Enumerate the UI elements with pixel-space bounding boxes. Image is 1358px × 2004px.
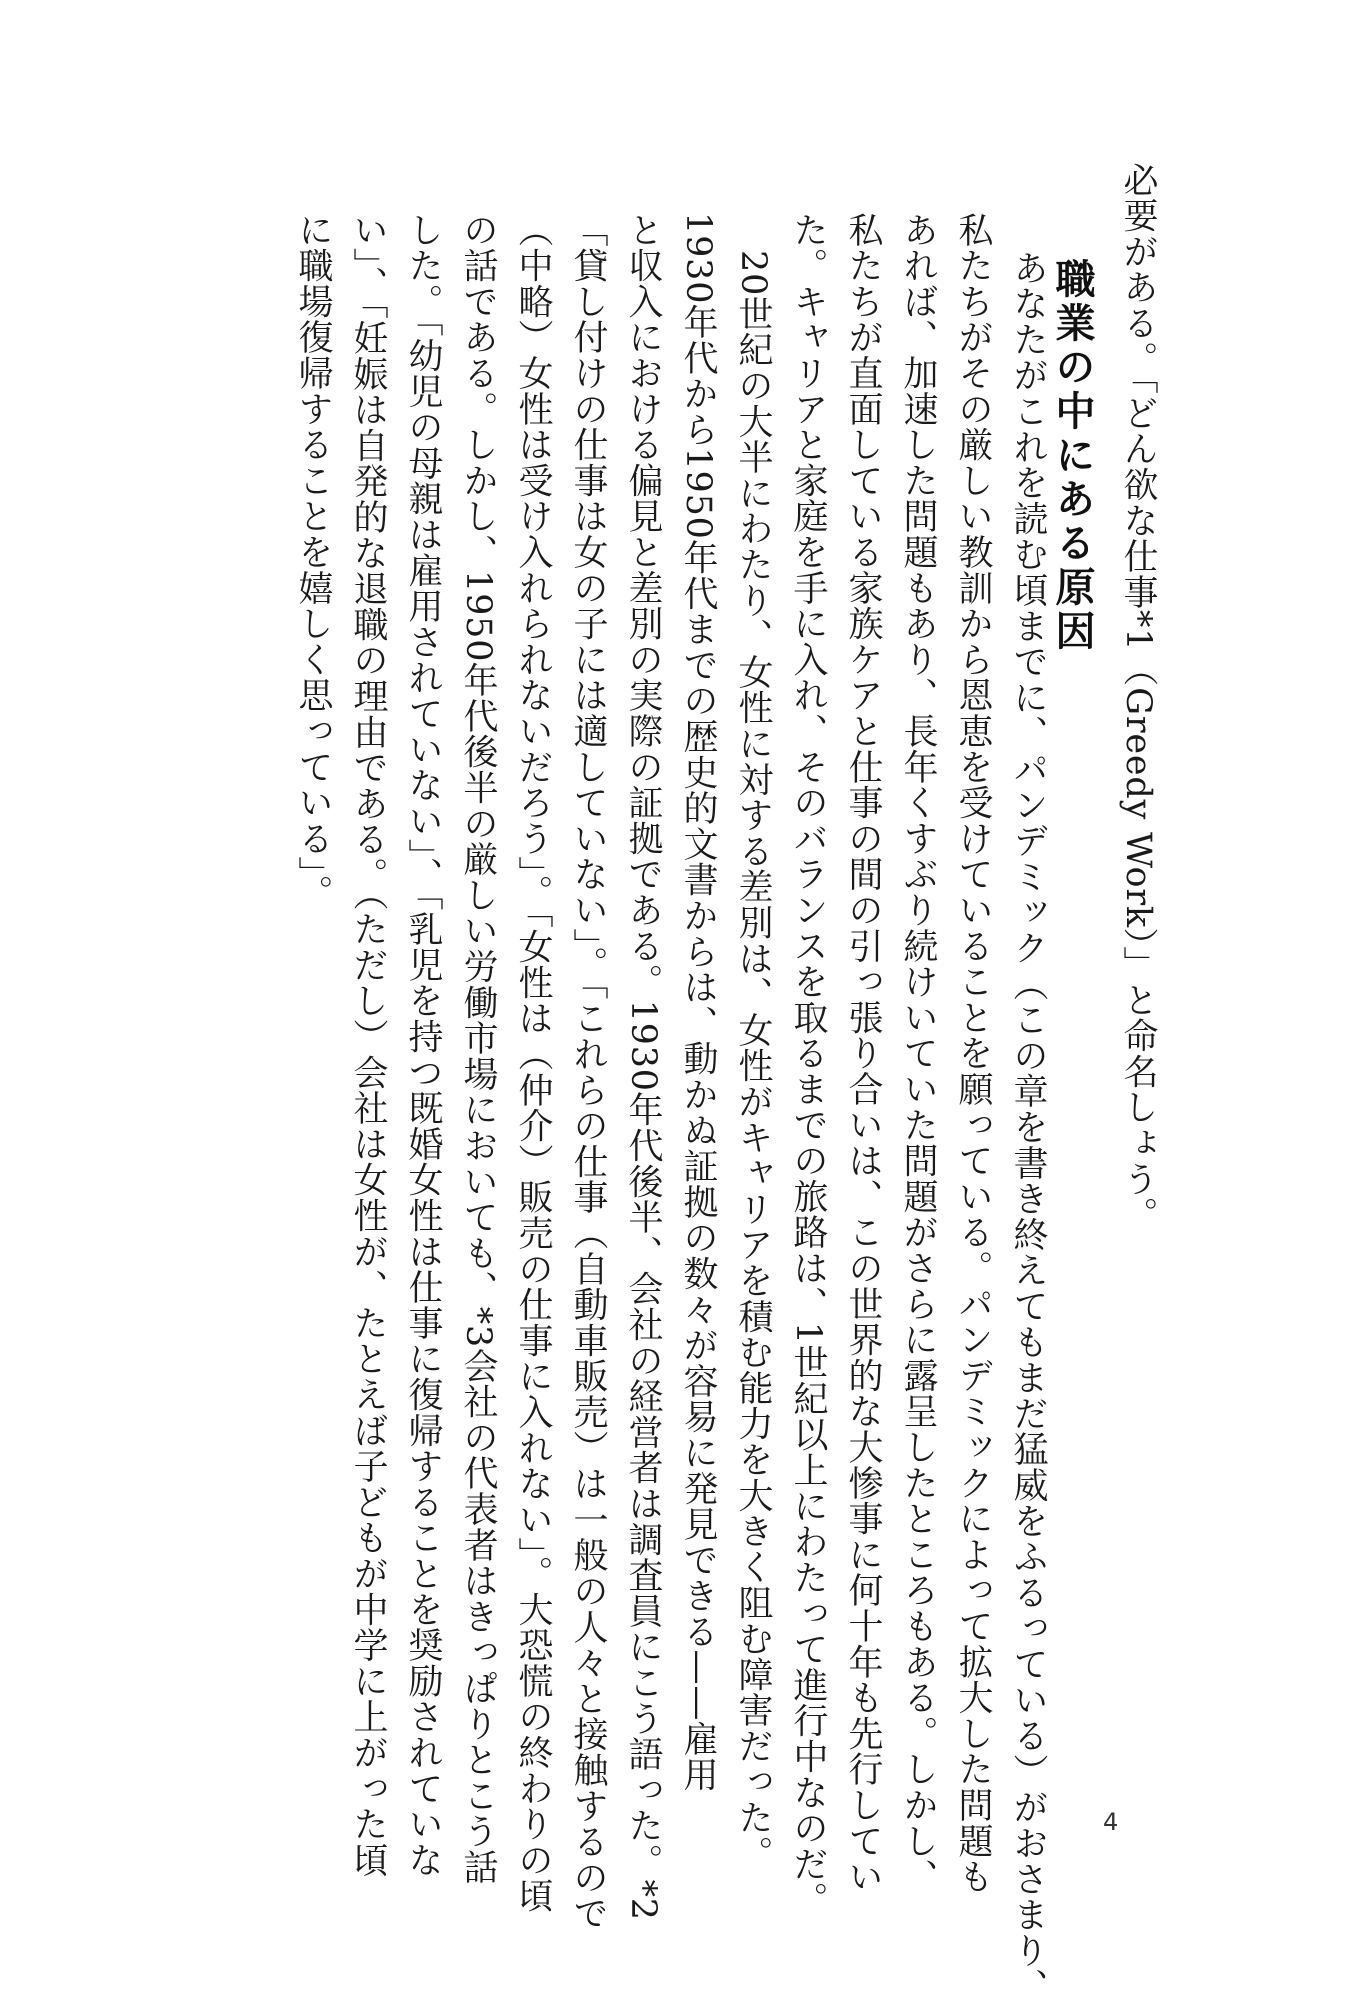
text-column: （中略）女性は受け入れられないだろう」。「女性は（仲介）販売の仕事に入れない」。大恐慌の終わりの頃 <box>513 212 553 1914</box>
text-column: に職場復帰することを嬉しく思っている」。 <box>293 212 333 911</box>
text-column: 「貸し付けの仕事は女の子には適していない」。「これらの仕事（自動車販売）は一般の人々と接触するので <box>568 212 608 1932</box>
text-column: あれば、加速した問題もあり、長年くすぶり続けいていた問題がさらに露呈したところもある。しかし、 <box>898 212 938 1895</box>
text-column: 必要がある。「どん欲な仕事*1（Greedy Work）」と命名しょう。 <box>1118 162 1158 1233</box>
text-column: た。キャリアと家庭を手に入れ、そのバランスを取るまでの旅路は、1世紀以上にわたって進行中なのだ。 <box>788 212 828 1918</box>
section-heading: 職業の中にある原因 <box>1049 258 1095 654</box>
text-column: 1930年代から1950年代までの歴史的文書からは、動かぬ証拠の数々が容易に発見できる——雇用 <box>678 212 718 1793</box>
text-column: い」、「妊娠は自発的な退職の理由である。（ただし）会社は女性が、たとえば子どもが中学に上がった頃 <box>348 212 388 1878</box>
text-column: 私たちがその厳しい教訓から恩恵を受けていることを願っている。パンデミックによって拡大した問題も <box>953 212 993 1895</box>
text-column: 20世紀の大半にわたり、女性に対する差別は、女性がキャリアを積む能力を大きく阻む障害だった。 <box>733 250 773 1872</box>
page-number: 4 <box>1103 1808 1119 1836</box>
text-column: 私たちが直面している家族ケアと仕事の間の引っ張り合いは、この世界的な大惨事に何十年も先行してい <box>843 212 883 1895</box>
text-column: あなたがこれを読む頃までに、パンデミック（この章を書き終えてもまだ猛威をふるっている）がおさまり、 <box>1008 250 1048 2004</box>
text-column: の話である。しかし、1950年代後半の厳しい労働市場においても、*3会社の代表者はきっぱりとこう話 <box>458 212 498 1886</box>
text-column: と収入における偏見と差別の実際の証拠である。1930年代後半、会社の経営者は調査員にこう語った。*2 <box>623 212 663 1921</box>
text-column: した。「幼児の母親は雇用されていない」、「乳児を持つ既婚女性は仕事に復帰することを奨励されていな <box>403 212 443 1878</box>
